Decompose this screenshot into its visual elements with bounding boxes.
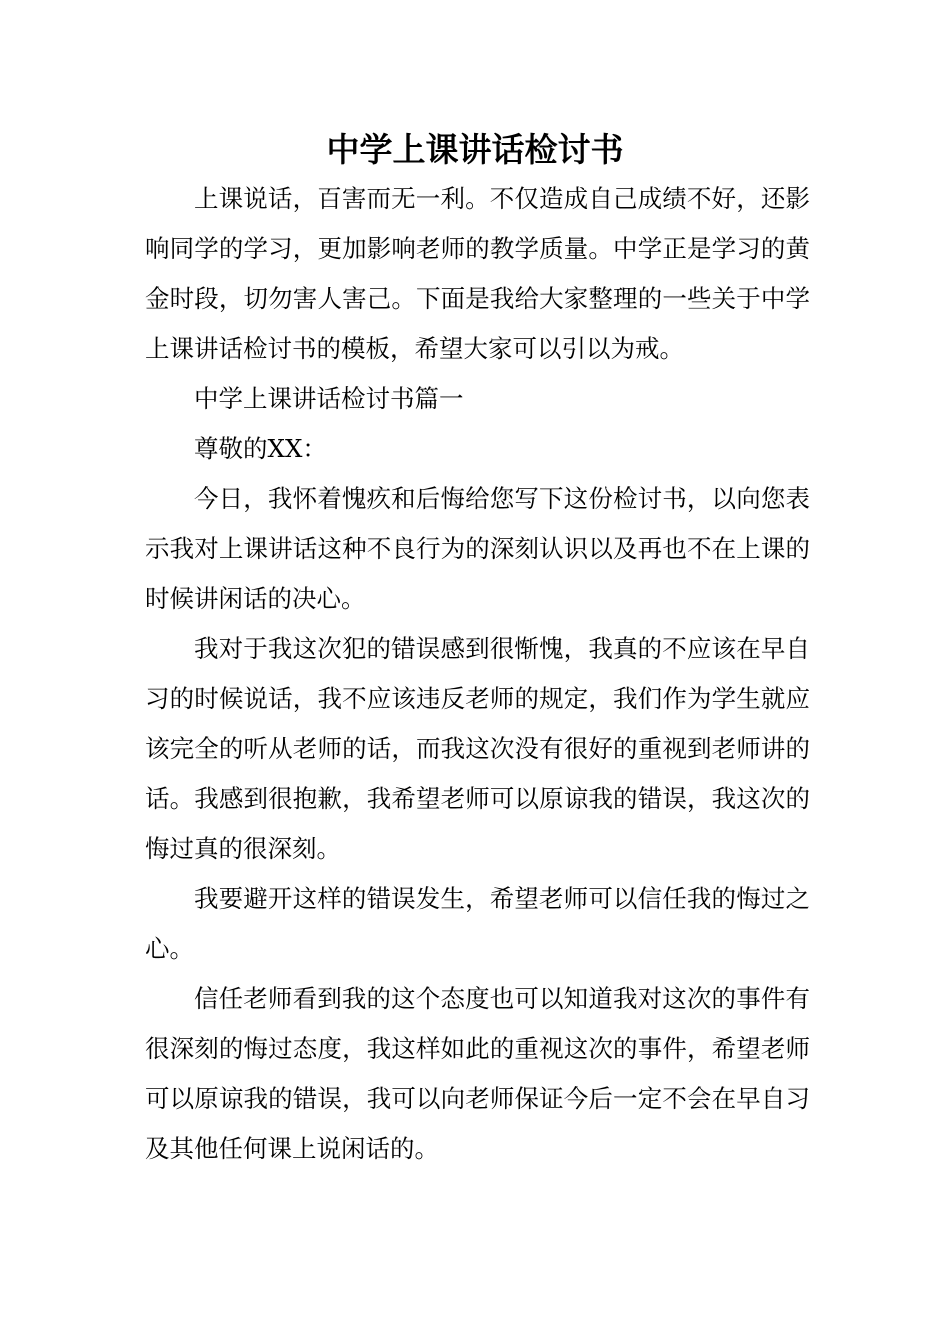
body-paragraph: 我要避开这样的错误发生，希望老师可以信任我的悔过之心。 (145, 884, 810, 963)
intro-paragraph: 上课说话，百害而无一利。不仅造成自己成绩不好，还影响同学的学习，更加影响老师的教学质量。中学正是学习的黄金时段，切勿害人害己。下面是我给大家整理的一些关于中学上课讲话检讨书的模板，希望大家可以引以为戒。 (145, 184, 810, 363)
section-heading: 中学上课讲话检讨书篇一 (194, 384, 464, 413)
body-paragraph: 我对于我这次犯的错误感到很惭愧，我真的不应该在早自习的时候说话，我不应该违反老师的规定，我们作为学生就应该完全的听从老师的话，而我这次没有很好的重视到老师讲的话。我感到很抱歉，我希望老师可以原谅我的错误，我这次的悔过真的很深刻。 (145, 634, 810, 863)
body-paragraph: 今日，我怀着愧疚和后悔给您写下这份检讨书，以向您表示我对上课讲话这种不良行为的深刻认识以及再也不在上课的时候讲闲话的决心。 (145, 484, 810, 613)
body-paragraph: 信任老师看到我的这个态度也可以知道我对这次的事件有很深刻的悔过态度，我这样如此的重视这次的事件，希望老师可以原谅我的错误，我可以向老师保证今后一定不会在早自习及其他任何课上说闲话的。 (145, 984, 810, 1163)
document-title: 中学上课讲话检讨书 (326, 130, 624, 169)
document-body (145, 174, 810, 1174)
salutation: 尊敬的XX： (194, 434, 327, 463)
